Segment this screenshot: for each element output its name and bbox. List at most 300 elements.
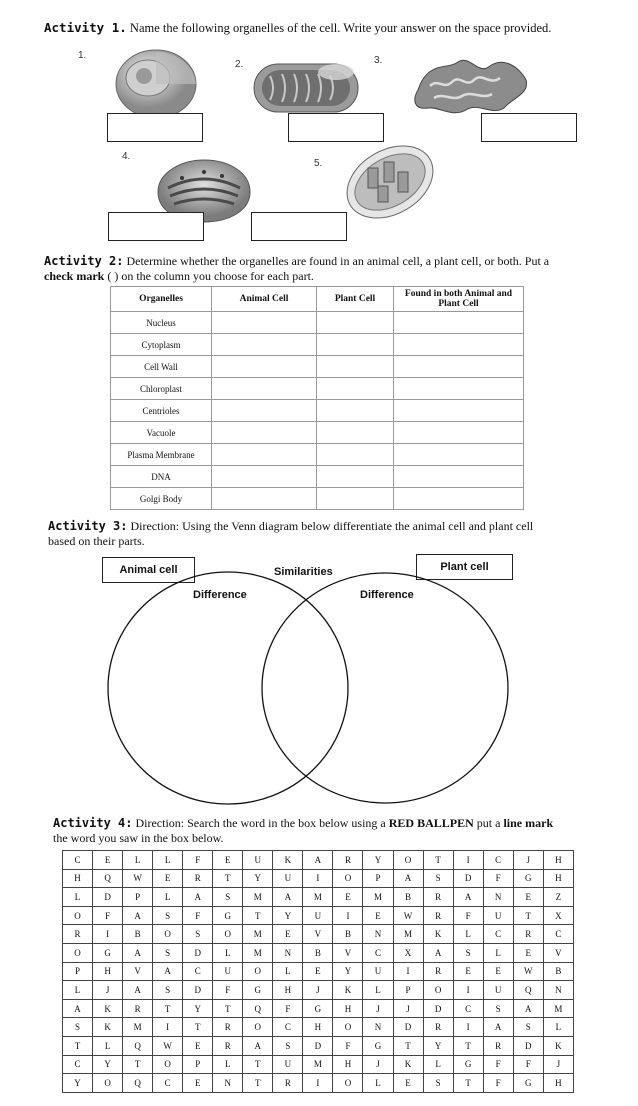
word-grid-cell[interactable]: E — [183, 1036, 213, 1055]
word-grid-cell[interactable]: I — [333, 906, 363, 925]
word-grid-cell[interactable]: A — [423, 943, 453, 962]
word-grid-cell[interactable]: S — [513, 1018, 543, 1037]
word-grid-cell[interactable]: L — [363, 1074, 393, 1093]
word-grid-cell[interactable]: T — [153, 999, 183, 1018]
word-grid-cell[interactable]: R — [123, 999, 153, 1018]
word-grid-cell[interactable]: O — [423, 981, 453, 1000]
table-row — [111, 312, 524, 334]
word-grid-cell[interactable]: J — [303, 981, 333, 1000]
word-grid-cell[interactable]: I — [453, 1018, 483, 1037]
word-grid-cell[interactable]: W — [513, 962, 543, 981]
word-grid-cell[interactable]: F — [93, 906, 123, 925]
word-grid-cell[interactable]: L — [363, 981, 393, 1000]
animal-cell-cell[interactable] — [212, 356, 317, 378]
word-grid-cell[interactable]: N — [213, 1074, 243, 1093]
word-grid-row — [63, 943, 574, 962]
word-grid-cell[interactable]: C — [453, 999, 483, 1018]
word-grid-cell[interactable]: O — [63, 906, 93, 925]
plant-cell-cell[interactable] — [317, 488, 394, 510]
answer-box-4[interactable] — [108, 212, 204, 241]
activity2-instruction — [44, 254, 604, 284]
both-cell[interactable] — [394, 488, 524, 510]
word-grid-cell[interactable]: C — [183, 962, 213, 981]
word-grid-cell[interactable]: G — [513, 1074, 543, 1093]
word-grid-row — [63, 1074, 574, 1093]
animal-cell-cell[interactable] — [212, 444, 317, 466]
word-grid-cell[interactable]: Q — [243, 999, 273, 1018]
word-grid-cell[interactable]: O — [393, 851, 423, 870]
activity4-instruction-line2: the word you saw in the box below. — [53, 831, 224, 845]
word-grid-row — [63, 1018, 574, 1037]
word-grid-cell[interactable]: E — [513, 888, 543, 907]
word-grid-cell[interactable]: C — [63, 1055, 93, 1074]
word-grid-cell[interactable]: R — [213, 1036, 243, 1055]
word-grid-cell[interactable]: R — [333, 851, 363, 870]
word-grid-cell[interactable]: L — [63, 888, 93, 907]
activity2-title: Activity 2: — [44, 254, 124, 268]
word-grid-cell[interactable]: T — [243, 906, 273, 925]
both-cell[interactable] — [394, 378, 524, 400]
word-grid-cell[interactable]: Y — [273, 906, 303, 925]
word-grid-cell[interactable]: F — [483, 869, 513, 888]
word-grid-cell[interactable]: R — [183, 869, 213, 888]
word-grid-cell[interactable]: D — [93, 888, 123, 907]
animal-cell-cell[interactable] — [212, 422, 317, 444]
plant-cell-cell[interactable] — [317, 378, 394, 400]
word-grid-cell[interactable]: K — [93, 1018, 123, 1037]
word-grid-cell[interactable]: H — [303, 1018, 333, 1037]
word-grid-cell[interactable]: T — [63, 1036, 93, 1055]
activity1-dot: . — [119, 20, 127, 35]
both-cell[interactable] — [394, 444, 524, 466]
word-grid-cell[interactable]: R — [513, 925, 543, 944]
word-grid-cell[interactable]: T — [213, 869, 243, 888]
word-grid-cell[interactable]: E — [393, 1074, 423, 1093]
word-grid-cell[interactable]: K — [273, 851, 303, 870]
word-grid-cell[interactable]: O — [333, 869, 363, 888]
animal-cell-cell[interactable] — [212, 466, 317, 488]
activity2-check-mark-label: check mark — [44, 269, 105, 283]
organelle-name: DNA — [111, 466, 212, 488]
word-grid-cell[interactable]: Y — [93, 1055, 123, 1074]
table-row — [111, 466, 524, 488]
word-grid-row — [63, 869, 574, 888]
word-grid-cell[interactable]: R — [423, 888, 453, 907]
word-grid-cell[interactable]: U — [243, 851, 273, 870]
word-grid-cell[interactable]: A — [123, 981, 153, 1000]
organelle-name: Cytoplasm — [111, 334, 212, 356]
word-grid-cell[interactable]: A — [123, 943, 153, 962]
word-grid-cell[interactable]: U — [483, 981, 513, 1000]
word-grid-cell[interactable]: S — [153, 981, 183, 1000]
line-mark-label: line mark — [503, 816, 554, 830]
word-grid-cell[interactable]: H — [543, 1074, 573, 1093]
activity3-instruction-line2: based on their parts. — [48, 534, 145, 548]
both-cell[interactable] — [394, 400, 524, 422]
word-grid-cell[interactable]: H — [273, 981, 303, 1000]
word-grid-cell[interactable]: L — [63, 981, 93, 1000]
word-grid-row — [63, 1055, 574, 1074]
word-grid-cell[interactable]: C — [273, 1018, 303, 1037]
plant-cell-cell[interactable] — [317, 400, 394, 422]
word-grid-row — [63, 999, 574, 1018]
word-grid-cell[interactable]: P — [123, 888, 153, 907]
word-grid-cell[interactable]: F — [183, 906, 213, 925]
plant-cell-cell[interactable] — [317, 334, 394, 356]
word-grid-cell[interactable]: C — [543, 925, 573, 944]
table-row — [111, 400, 524, 422]
plant-cell-cell[interactable] — [317, 312, 394, 334]
word-grid-cell[interactable]: E — [153, 869, 183, 888]
animal-cell-cell[interactable] — [212, 378, 317, 400]
word-grid-cell[interactable]: U — [303, 906, 333, 925]
word-grid-cell[interactable]: M — [543, 999, 573, 1018]
word-grid-cell[interactable]: K — [93, 999, 123, 1018]
word-grid-cell[interactable]: A — [393, 869, 423, 888]
word-grid-cell[interactable]: E — [453, 962, 483, 981]
word-grid-cell[interactable]: O — [333, 1018, 363, 1037]
activity3-instruction — [48, 519, 608, 549]
word-grid-cell[interactable]: S — [213, 888, 243, 907]
both-cell[interactable] — [394, 334, 524, 356]
organelle-number-1: 1. — [78, 50, 87, 61]
word-grid-cell[interactable]: P — [393, 981, 423, 1000]
word-grid-cell[interactable]: R — [273, 1074, 303, 1093]
venn-circle-animal — [108, 572, 348, 804]
word-grid-cell[interactable]: E — [513, 943, 543, 962]
plant-cell-label: Plant cell — [440, 561, 489, 573]
word-grid-cell[interactable]: O — [333, 1074, 363, 1093]
word-grid-cell[interactable]: A — [153, 962, 183, 981]
word-grid-cell[interactable]: L — [423, 1055, 453, 1074]
word-grid-cell[interactable]: D — [183, 981, 213, 1000]
word-grid-cell[interactable]: B — [303, 943, 333, 962]
word-grid-cell[interactable]: M — [393, 925, 423, 944]
word-grid-cell[interactable]: L — [213, 1055, 243, 1074]
word-grid-cell[interactable]: J — [363, 999, 393, 1018]
word-grid-cell[interactable]: M — [243, 888, 273, 907]
word-grid-cell[interactable]: J — [393, 999, 423, 1018]
activity2-instruction-line1: Determine whether the organelles are found in an animal cell, a plant cell, or both. Put a — [126, 254, 550, 268]
word-grid-cell[interactable]: N — [363, 1018, 393, 1037]
word-grid-cell[interactable]: S — [183, 925, 213, 944]
word-grid-cell[interactable]: M — [123, 1018, 153, 1037]
word-grid-cell[interactable]: T — [453, 1074, 483, 1093]
word-grid-cell[interactable]: R — [423, 962, 453, 981]
word-grid-cell[interactable]: C — [363, 943, 393, 962]
difference-left-label: Difference — [193, 589, 247, 601]
word-grid-cell[interactable]: K — [333, 981, 363, 1000]
word-grid-cell[interactable]: L — [453, 925, 483, 944]
word-grid-cell[interactable]: O — [63, 943, 93, 962]
word-grid-cell[interactable]: D — [423, 999, 453, 1018]
word-grid-cell[interactable]: E — [93, 851, 123, 870]
word-grid-cell[interactable]: S — [153, 943, 183, 962]
word-grid-cell[interactable]: E — [303, 962, 333, 981]
word-grid-cell[interactable]: S — [423, 869, 453, 888]
word-grid-cell[interactable]: D — [393, 1018, 423, 1037]
organelle-name: Chloroplast — [111, 378, 212, 400]
organelle-name: Centrioles — [111, 400, 212, 422]
word-grid-cell[interactable]: Y — [363, 851, 393, 870]
word-grid-cell[interactable]: N — [363, 925, 393, 944]
word-grid-cell[interactable]: H — [333, 999, 363, 1018]
word-grid-cell[interactable]: M — [303, 888, 333, 907]
word-grid-cell[interactable]: I — [303, 1074, 333, 1093]
plant-cell-cell[interactable] — [317, 466, 394, 488]
word-grid-cell[interactable]: I — [393, 962, 423, 981]
word-grid-cell[interactable]: D — [303, 1036, 333, 1055]
word-grid-cell[interactable]: K — [423, 925, 453, 944]
word-grid-cell[interactable]: K — [393, 1055, 423, 1074]
word-grid-cell[interactable]: X — [543, 906, 573, 925]
plant-cell-cell[interactable] — [317, 444, 394, 466]
word-grid-cell[interactable]: U — [483, 906, 513, 925]
word-grid-cell[interactable]: P — [363, 869, 393, 888]
word-grid-cell[interactable]: Y — [63, 1074, 93, 1093]
word-grid-cell[interactable]: N — [543, 981, 573, 1000]
word-grid-cell[interactable]: Z — [543, 888, 573, 907]
word-grid-row — [63, 1036, 574, 1055]
both-cell[interactable] — [394, 312, 524, 334]
word-grid-cell[interactable]: R — [63, 925, 93, 944]
table-row — [111, 444, 524, 466]
word-grid-cell[interactable]: R — [423, 906, 453, 925]
word-grid-cell[interactable]: Q — [123, 1074, 153, 1093]
difference-right-label: Difference — [360, 589, 414, 601]
word-grid-cell[interactable]: L — [543, 1018, 573, 1037]
word-grid-cell[interactable]: E — [213, 851, 243, 870]
word-grid-cell[interactable]: H — [93, 962, 123, 981]
word-grid-cell[interactable]: U — [273, 869, 303, 888]
word-grid-cell[interactable]: T — [243, 1055, 273, 1074]
word-grid-cell[interactable]: U — [363, 962, 393, 981]
word-grid-cell[interactable]: G — [453, 1055, 483, 1074]
animal-cell-cell[interactable] — [212, 312, 317, 334]
word-grid-cell[interactable]: P — [63, 962, 93, 981]
answer-box-5[interactable] — [251, 212, 347, 241]
word-grid-cell[interactable]: M — [243, 925, 273, 944]
both-cell[interactable] — [394, 466, 524, 488]
word-grid-cell[interactable]: A — [183, 888, 213, 907]
organelle-name: Cell Wall — [111, 356, 212, 378]
word-grid-cell[interactable]: Y — [183, 999, 213, 1018]
word-grid-cell[interactable]: T — [243, 1074, 273, 1093]
word-grid-cell[interactable]: B — [123, 925, 153, 944]
nucleus-image — [108, 42, 204, 122]
word-grid-cell[interactable]: O — [243, 1018, 273, 1037]
venn-circle-plant — [262, 573, 508, 803]
word-grid-cell[interactable]: G — [513, 869, 543, 888]
animal-cell-label: Animal cell — [119, 564, 178, 576]
word-grid-cell[interactable]: V — [303, 925, 333, 944]
word-grid-cell[interactable]: M — [363, 888, 393, 907]
word-grid-cell[interactable]: A — [483, 1018, 513, 1037]
word-grid-cell[interactable]: H — [63, 869, 93, 888]
word-grid-cell[interactable]: W — [153, 1036, 183, 1055]
word-grid-cell[interactable]: T — [393, 1036, 423, 1055]
word-grid-cell[interactable]: R — [483, 1036, 513, 1055]
word-grid-cell[interactable]: G — [213, 906, 243, 925]
answer-box-1[interactable] — [107, 113, 203, 142]
word-grid-cell[interactable]: V — [543, 943, 573, 962]
word-grid-cell[interactable]: H — [543, 869, 573, 888]
activity3-title: Activity 3: — [48, 519, 128, 533]
table-row — [111, 378, 524, 400]
word-grid-cell[interactable]: G — [363, 1036, 393, 1055]
word-grid-cell[interactable]: D — [513, 1036, 543, 1055]
animal-cell-cell[interactable] — [212, 400, 317, 422]
word-grid-cell[interactable]: F — [453, 906, 483, 925]
word-grid-cell[interactable]: X — [393, 943, 423, 962]
word-grid-cell[interactable]: J — [543, 1055, 573, 1074]
word-grid-cell[interactable]: A — [243, 1036, 273, 1055]
word-search-grid — [62, 850, 574, 1093]
word-grid-cell[interactable]: C — [483, 851, 513, 870]
word-grid-cell[interactable]: W — [123, 869, 153, 888]
word-grid-row — [63, 962, 574, 981]
word-grid-cell[interactable]: L — [213, 943, 243, 962]
word-grid-cell[interactable]: C — [153, 1074, 183, 1093]
word-grid-cell[interactable]: M — [243, 943, 273, 962]
word-grid-cell[interactable]: B — [333, 925, 363, 944]
word-grid-cell[interactable]: C — [483, 925, 513, 944]
word-grid-cell[interactable]: F — [483, 1074, 513, 1093]
word-grid-cell[interactable]: O — [243, 962, 273, 981]
word-grid-cell[interactable]: W — [393, 906, 423, 925]
word-grid-cell[interactable]: F — [273, 999, 303, 1018]
word-grid-cell[interactable]: E — [333, 888, 363, 907]
plant-cell-cell[interactable] — [317, 422, 394, 444]
word-grid-cell[interactable]: N — [273, 943, 303, 962]
word-grid-cell[interactable]: O — [153, 1055, 183, 1074]
word-grid-cell[interactable]: L — [123, 851, 153, 870]
word-grid-cell[interactable]: S — [153, 906, 183, 925]
word-grid-cell[interactable]: A — [453, 888, 483, 907]
plant-cell-cell[interactable] — [317, 356, 394, 378]
word-grid-cell[interactable]: J — [93, 981, 123, 1000]
animal-cell-cell[interactable] — [212, 488, 317, 510]
word-grid-cell[interactable]: S — [423, 1074, 453, 1093]
word-grid-cell[interactable]: S — [453, 943, 483, 962]
word-grid-cell[interactable]: I — [453, 851, 483, 870]
word-grid-cell[interactable]: T — [123, 1055, 153, 1074]
word-grid-cell[interactable]: A — [513, 999, 543, 1018]
both-cell[interactable] — [394, 356, 524, 378]
venn-diagram — [100, 570, 530, 810]
word-grid-cell[interactable]: T — [183, 1018, 213, 1037]
word-grid-cell[interactable]: R — [213, 1018, 243, 1037]
word-grid-cell[interactable]: H — [543, 851, 573, 870]
word-grid-cell[interactable]: F — [333, 1036, 363, 1055]
word-grid-cell[interactable]: Y — [243, 869, 273, 888]
word-grid-cell[interactable]: V — [123, 962, 153, 981]
word-grid-cell[interactable]: F — [213, 981, 243, 1000]
word-grid-cell[interactable]: I — [93, 925, 123, 944]
word-grid-cell[interactable]: J — [363, 1055, 393, 1074]
endoplasmic-reticulum-image — [408, 50, 536, 120]
answer-box-3[interactable] — [481, 113, 577, 142]
word-grid-cell[interactable]: F — [183, 851, 213, 870]
word-grid-cell[interactable]: F — [483, 1055, 513, 1074]
word-grid-cell[interactable]: G — [93, 943, 123, 962]
word-grid-cell[interactable]: T — [513, 906, 543, 925]
word-grid-cell[interactable]: K — [543, 1036, 573, 1055]
word-grid-cell[interactable]: Q — [513, 981, 543, 1000]
word-grid-cell[interactable]: E — [363, 906, 393, 925]
both-cell[interactable] — [394, 422, 524, 444]
word-grid-cell[interactable]: I — [303, 869, 333, 888]
word-grid-cell[interactable]: I — [153, 1018, 183, 1037]
animal-cell-cell[interactable] — [212, 334, 317, 356]
word-grid-cell[interactable]: L — [153, 888, 183, 907]
word-grid-cell[interactable]: N — [483, 888, 513, 907]
word-grid-cell[interactable]: U — [273, 1055, 303, 1074]
word-grid-cell[interactable]: H — [333, 1055, 363, 1074]
word-grid-cell[interactable]: Q — [93, 869, 123, 888]
word-grid-cell[interactable]: I — [453, 981, 483, 1000]
chloroplast-image — [338, 138, 442, 222]
similarities-label: Similarities — [274, 566, 333, 578]
word-grid-cell[interactable]: O — [153, 925, 183, 944]
word-grid-cell[interactable]: L — [273, 962, 303, 981]
word-grid-cell[interactable]: V — [333, 943, 363, 962]
word-grid-cell[interactable]: O — [93, 1074, 123, 1093]
organelle-name: Nucleus — [111, 312, 212, 334]
word-grid-cell[interactable]: T — [213, 999, 243, 1018]
word-grid-cell[interactable]: D — [183, 943, 213, 962]
word-grid-cell[interactable]: E — [183, 1074, 213, 1093]
word-grid-row — [63, 925, 574, 944]
word-grid-cell[interactable]: B — [543, 962, 573, 981]
word-grid-cell[interactable]: D — [453, 869, 483, 888]
word-grid-cell[interactable]: M — [303, 1055, 333, 1074]
word-grid-row — [63, 981, 574, 1000]
word-grid-cell[interactable]: L — [93, 1036, 123, 1055]
word-grid-cell[interactable]: S — [273, 1036, 303, 1055]
organelle-number-5: 5. — [314, 158, 323, 169]
word-grid-cell[interactable]: L — [483, 943, 513, 962]
word-grid-cell[interactable]: E — [483, 962, 513, 981]
word-grid-cell[interactable]: C — [63, 851, 93, 870]
word-grid-cell[interactable]: A — [303, 851, 333, 870]
word-grid-cell[interactable]: S — [63, 1018, 93, 1037]
word-grid-cell[interactable]: T — [453, 1036, 483, 1055]
word-grid-cell[interactable]: Y — [333, 962, 363, 981]
answer-box-2[interactable] — [288, 113, 384, 142]
word-grid-cell[interactable]: G — [303, 999, 333, 1018]
word-grid-cell[interactable]: A — [273, 888, 303, 907]
word-grid-cell[interactable]: E — [273, 925, 303, 944]
word-grid-cell[interactable]: O — [213, 925, 243, 944]
word-grid-cell[interactable]: F — [513, 1055, 543, 1074]
word-grid-cell[interactable]: B — [393, 888, 423, 907]
word-grid-cell[interactable]: T — [423, 851, 453, 870]
word-grid-cell[interactable]: R — [423, 1018, 453, 1037]
header-plant-cell: Plant Cell — [317, 287, 394, 312]
word-grid-cell[interactable]: Y — [423, 1036, 453, 1055]
word-grid-cell[interactable]: P — [183, 1055, 213, 1074]
word-grid-cell[interactable]: A — [123, 906, 153, 925]
word-grid-cell[interactable]: L — [153, 851, 183, 870]
word-grid-cell[interactable]: S — [483, 999, 513, 1018]
word-grid-cell[interactable]: J — [513, 851, 543, 870]
header-organelles: Organelles — [111, 287, 212, 312]
word-grid-cell[interactable]: A — [63, 999, 93, 1018]
word-grid-cell[interactable]: Q — [123, 1036, 153, 1055]
word-grid-cell[interactable]: G — [243, 981, 273, 1000]
word-grid-cell[interactable]: U — [213, 962, 243, 981]
